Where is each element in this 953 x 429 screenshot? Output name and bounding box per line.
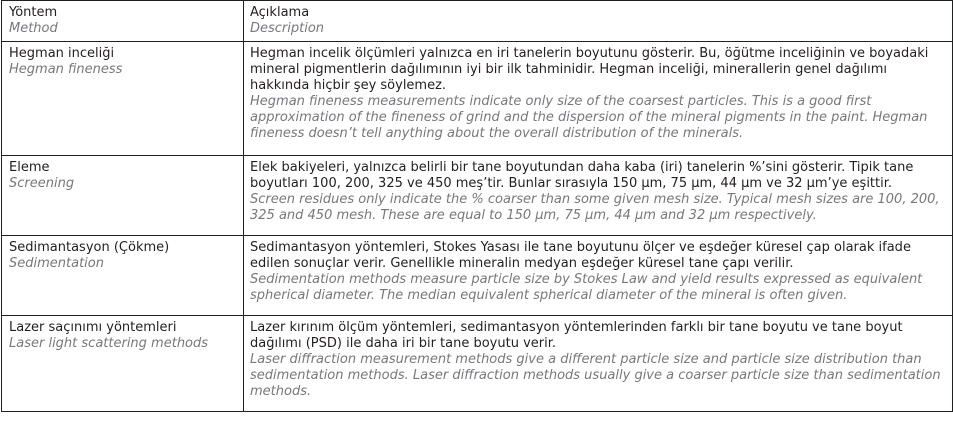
method-name-en: Sedimentation: [9, 256, 104, 271]
description-header-cell: [244, 1, 953, 42]
method-name-en: Screening: [9, 176, 75, 191]
method-name-tr: Lazer saçınımı yöntemleri: [9, 320, 177, 335]
description-en: Hegman fineness measurements indicate only size of the coarsest particles. This is a good first approximation of the fineness of grind and the dispersion of the mineral pigments in the paint. Hegman fineness doesn’t tell anything about the overall distribution of the minerals.: [250, 94, 928, 141]
description-en: Sedimentation methods measure particle size by Stokes Law and yield results expressed as equivalent spherical diameter. The median equivalent spherical diameter of the mineral is often given.: [250, 272, 923, 303]
description-cell: [244, 156, 953, 236]
methods-table: [1, 0, 953, 412]
table-row: [2, 156, 953, 236]
method-header-tr: Yöntem: [9, 5, 58, 20]
method-name-en: Hegman fineness: [9, 62, 123, 77]
description-en: Screen residues only indicate the % coarser than some given mesh size. Typical mesh sizes are 100, 200, 325 and 450 mesh. These are equal to 150 µm, 75 µm, 44 µm and 32 µm respectively.: [250, 192, 940, 223]
method-name-tr: Hegman inceliği: [9, 46, 115, 61]
table-header-row: [2, 1, 953, 42]
description-cell: [244, 42, 953, 156]
method-name-tr: Sedimantasyon (Çökme): [9, 240, 170, 255]
method-cell: [2, 236, 244, 316]
description-cell: [244, 236, 953, 316]
table-row: [2, 316, 953, 412]
method-cell: [2, 316, 244, 412]
table-row: [2, 42, 953, 156]
description-tr: Lazer kırınım ölçüm yöntemleri, sedimantasyon yöntemlerinden farklı bir tane boyutu ve tane boyut dağılımı (PSD) ile daha iri bir tane boyutu verir.: [250, 320, 903, 351]
method-cell: [2, 42, 244, 156]
table-row: [2, 236, 953, 316]
description-tr: Sedimantasyon yöntemleri, Stokes Yasası ile tane boyutunu ölçer ve eşdeğer küresel çap olarak ifade edilen sonuçlar verir. Genellikle mineralin medyan eşdeğer küresel tane çapı verilir.: [250, 240, 911, 271]
method-name-tr: Eleme: [9, 160, 50, 175]
description-cell: [244, 316, 953, 412]
description-header-tr: Açıklama: [250, 5, 310, 20]
description-en: Laser diffraction measurement methods give a different particle size and particle size distribution than sedimentation methods. Laser diffraction methods usually give a coarser particle size than sedimentation methods.: [250, 352, 941, 399]
description-tr: Hegman incelik ölçümleri yalnızca en iri tanelerin boyutunu gösterir. Bu, öğütme inceliğinin ve boyadaki mineral pigmentlerin dağılımının iyi bir ilk tahminidir. Hegman inceliği, minerallerin genel dağılımı hakkında hiçbir şey söylemez.: [250, 46, 929, 93]
method-header-en: Method: [9, 21, 58, 36]
method-header-cell: [2, 1, 244, 42]
description-header-en: Description: [250, 21, 325, 36]
method-name-en: Laser light scattering methods: [9, 336, 209, 351]
description-tr: Elek bakiyeleri, yalnızca belirli bir tane boyutundan daha kaba (iri) tanelerin %’sini gösterir. Tipik tane boyutları 100, 200, 325 ve 450 meş’tir. Bunlar sırasıyla 150 µm, 75 µm, 44 µm ve 32 µm’ye eşittir.: [250, 160, 914, 191]
method-cell: [2, 156, 244, 236]
